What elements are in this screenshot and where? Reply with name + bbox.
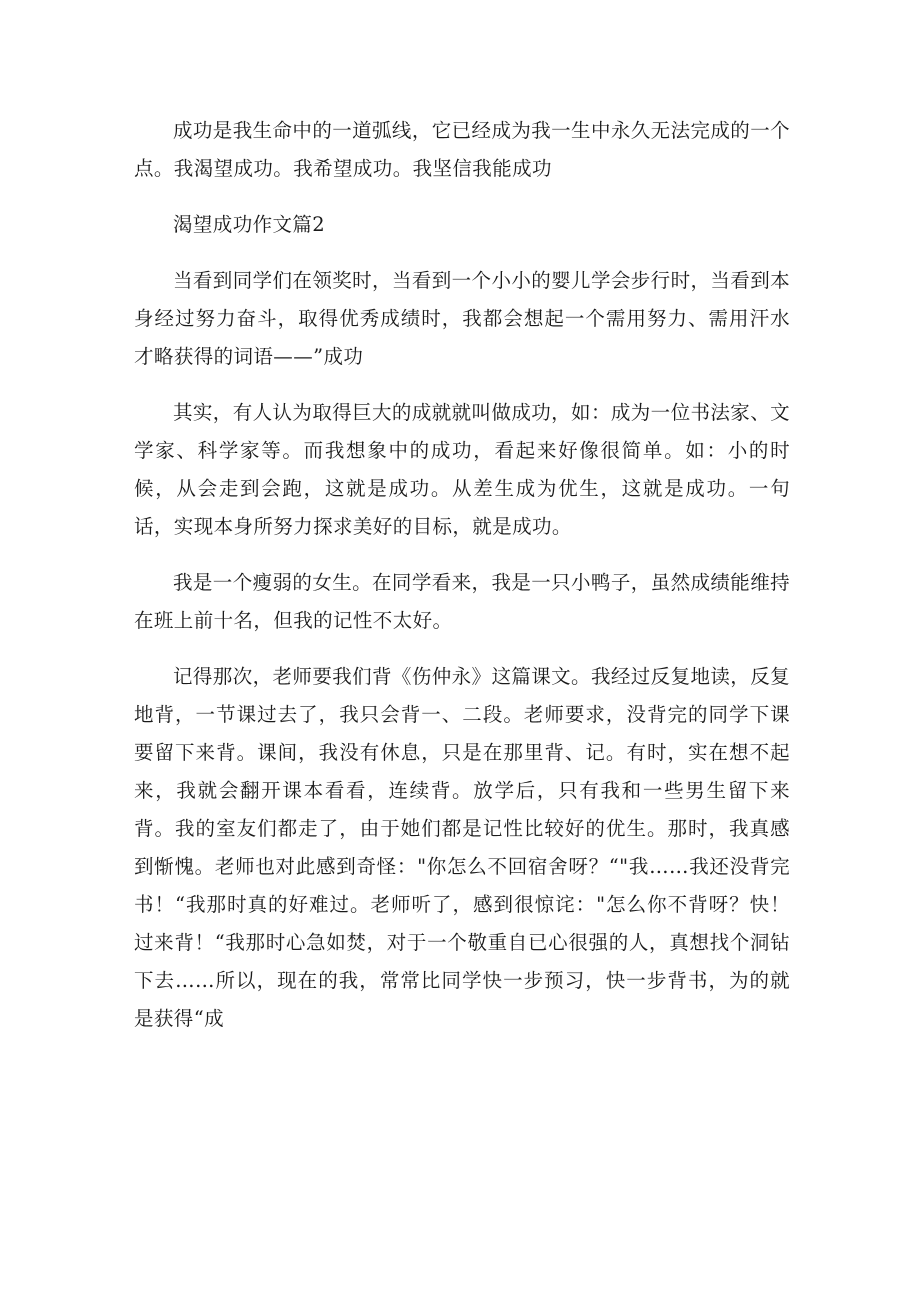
document-body [134, 112, 790, 1056]
paragraph-5: 记得那次，老师要我们背《伤仲永》这篇课文。我经过反复地读，反复地背，一节课过去了，我只会背一、二段。老师要求，没背完的同学下课要留下来背。课间，我没有休息，只是在那里背、记。有时，实在想不起来，我就会翻开课本看看，连续背。放学后，只有我和一些男生留下来背。我的室友们都走了，由于她们都是记性比较好的优生。那时，我真感到惭愧。老师也对此感到奇怪："你怎么不回宿舍呀？“"我……我还没背完书！“我那时真的好难过。老师听了，感到很惊诧："怎么你不背呀？快！过来背！“我那时心急如焚，对于一个敬重自已心很强的人，真想找个洞钻下去……所以，现在的我，常常比同学快一步预习，快一步背书，为的就是获得“成 [134, 665, 790, 1030]
paragraph-3: 其实，有人认为取得巨大的成就就叫做成功，如：成为一位书法家、文学家、科学家等。而我想象中的成功，看起来好像很简单。如：小的时候，从会走到会跑，这就是成功。从差生成为优生，这就是成功。一句话，实现本身所努力探求美好的目标，就是成功。 [134, 401, 790, 538]
section-heading: 渴望成功作文篇2 [173, 213, 326, 236]
paragraph-4: 我是一个瘦弱的女生。在同学看来，我是一只小鸭子，虽然成绩能维持在班上前十名，但我的记性不太好。 [134, 571, 790, 632]
paragraph-2: 当看到同学们在领奖时，当看到一个小小的婴儿学会步行时，当看到本身经过努力奋斗，取得优秀成绩时，我都会想起一个需用努力、需用汗水才略获得的词语——”成功 [134, 269, 790, 368]
paragraph-1: 成功是我生命中的一道弧线，它已经成为我一生中永久无法完成的一个点。我渴望成功。我希望成功。我坚信我能成功 [134, 119, 790, 180]
